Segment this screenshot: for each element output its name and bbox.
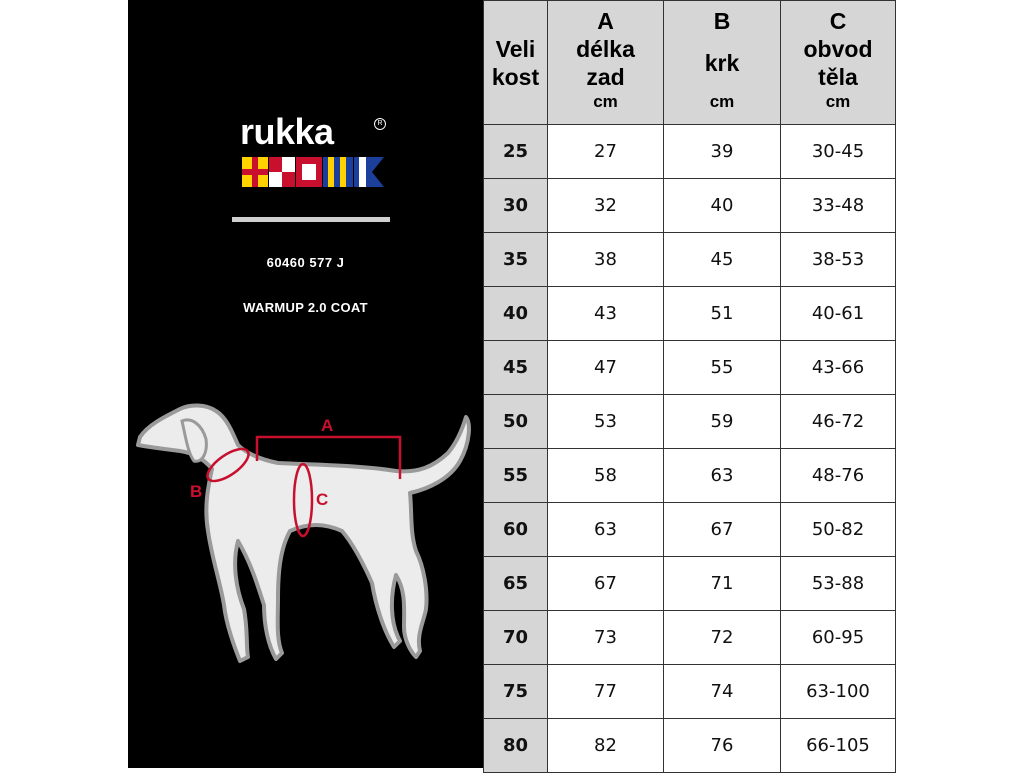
header-b: B krk cm bbox=[664, 1, 781, 125]
table-row bbox=[484, 179, 896, 233]
cell-back-length: 67 bbox=[548, 557, 664, 611]
cell-chest: 40-61 bbox=[781, 287, 896, 341]
cell-chest: 43-66 bbox=[781, 341, 896, 395]
cell-chest: 63-100 bbox=[781, 665, 896, 719]
cell-back-length: 43 bbox=[548, 287, 664, 341]
cell-neck: 55 bbox=[664, 341, 781, 395]
cell-chest: 48-76 bbox=[781, 449, 896, 503]
table-row bbox=[484, 503, 896, 557]
header-a: A délka zad cm bbox=[548, 1, 664, 125]
cell-back-length: 47 bbox=[548, 341, 664, 395]
size-table bbox=[483, 0, 896, 773]
table-row bbox=[484, 287, 896, 341]
cell-chest: 60-95 bbox=[781, 611, 896, 665]
rukka-logo bbox=[240, 112, 390, 192]
cell-neck: 39 bbox=[664, 125, 781, 179]
cell-size: 75 bbox=[484, 665, 548, 719]
logo-wordmark: rukka bbox=[240, 111, 334, 152]
table-row bbox=[484, 611, 896, 665]
cell-size: 35 bbox=[484, 233, 548, 287]
cell-back-length: 58 bbox=[548, 449, 664, 503]
registered-mark: R bbox=[374, 118, 386, 130]
product-code: 60460 577 J bbox=[266, 255, 345, 270]
cell-neck: 72 bbox=[664, 611, 781, 665]
cell-back-length: 32 bbox=[548, 179, 664, 233]
cell-size: 30 bbox=[484, 179, 548, 233]
cell-back-length: 77 bbox=[548, 665, 664, 719]
header-c: C obvod těla cm bbox=[781, 1, 896, 125]
dog-measurement-diagram bbox=[128, 395, 483, 695]
cell-size: 55 bbox=[484, 449, 548, 503]
cell-neck: 40 bbox=[664, 179, 781, 233]
cell-chest: 50-82 bbox=[781, 503, 896, 557]
cell-size: 50 bbox=[484, 395, 548, 449]
table-row bbox=[484, 233, 896, 287]
cell-neck: 45 bbox=[664, 233, 781, 287]
label-c: C bbox=[316, 490, 329, 509]
cell-back-length: 63 bbox=[548, 503, 664, 557]
table-row bbox=[484, 557, 896, 611]
cell-size: 65 bbox=[484, 557, 548, 611]
cell-size: 40 bbox=[484, 287, 548, 341]
cell-chest: 53-88 bbox=[781, 557, 896, 611]
cell-size: 60 bbox=[484, 503, 548, 557]
cell-size: 80 bbox=[484, 719, 548, 773]
cell-back-length: 82 bbox=[548, 719, 664, 773]
cell-back-length: 27 bbox=[548, 125, 664, 179]
cell-back-length: 53 bbox=[548, 395, 664, 449]
cell-neck: 74 bbox=[664, 665, 781, 719]
table-row bbox=[484, 719, 896, 773]
cell-neck: 59 bbox=[664, 395, 781, 449]
table-header-row bbox=[484, 1, 896, 125]
cell-size: 70 bbox=[484, 611, 548, 665]
cell-chest: 30-45 bbox=[781, 125, 896, 179]
logo-divider bbox=[232, 217, 390, 222]
cell-back-length: 73 bbox=[548, 611, 664, 665]
cell-chest: 46-72 bbox=[781, 395, 896, 449]
cell-chest: 38-53 bbox=[781, 233, 896, 287]
cell-chest: 66-105 bbox=[781, 719, 896, 773]
cell-neck: 67 bbox=[664, 503, 781, 557]
table-row bbox=[484, 395, 896, 449]
table-body bbox=[484, 125, 896, 773]
table-row bbox=[484, 449, 896, 503]
header-size: Veli kost bbox=[484, 1, 548, 125]
signal-flags-icon bbox=[242, 157, 384, 187]
cell-neck: 71 bbox=[664, 557, 781, 611]
table-row bbox=[484, 341, 896, 395]
cell-chest: 33-48 bbox=[781, 179, 896, 233]
label-a: A bbox=[321, 416, 334, 435]
cell-back-length: 38 bbox=[548, 233, 664, 287]
label-b: B bbox=[190, 482, 203, 501]
cell-neck: 51 bbox=[664, 287, 781, 341]
cell-size: 25 bbox=[484, 125, 548, 179]
cell-neck: 63 bbox=[664, 449, 781, 503]
table-row bbox=[484, 665, 896, 719]
product-name: WARMUP 2.0 COAT bbox=[243, 300, 368, 315]
cell-neck: 76 bbox=[664, 719, 781, 773]
cell-size: 45 bbox=[484, 341, 548, 395]
table-row bbox=[484, 125, 896, 179]
